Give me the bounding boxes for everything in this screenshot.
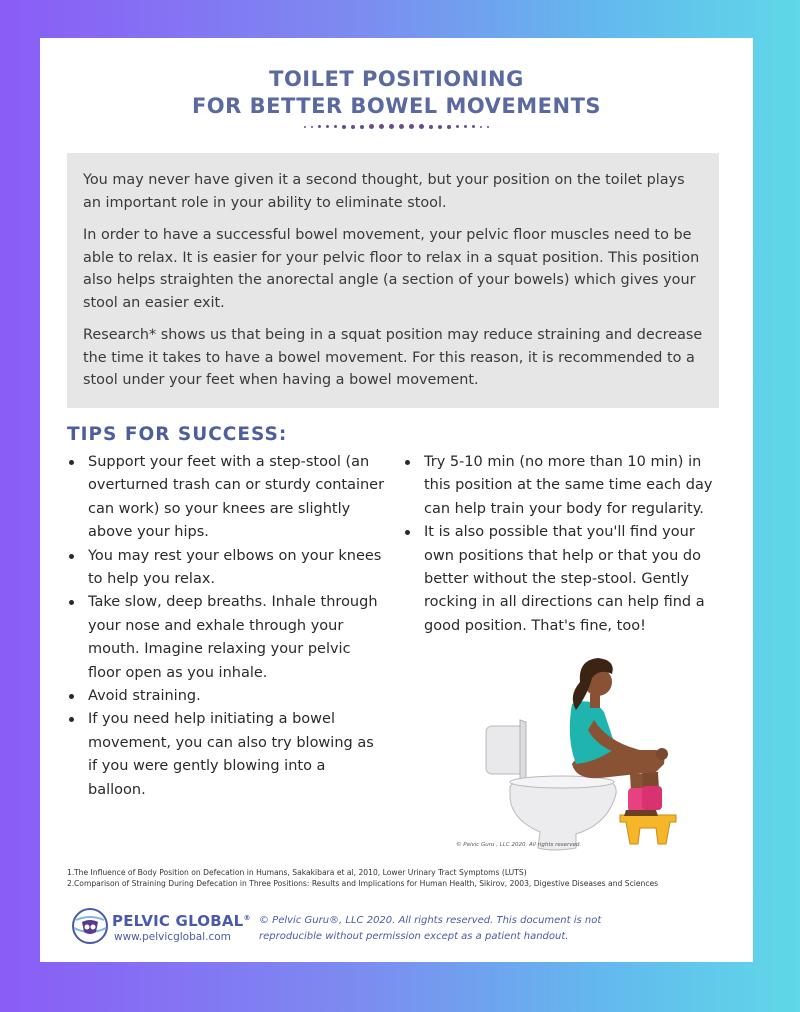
reference-text: The Influence of Body Position on Defecation in Humans, Sakakibara et al, 2010, Lower Urinary Tract Symptoms (LUTS)	[74, 868, 527, 877]
reference-number: 2.	[67, 878, 75, 888]
reference-text: Comparison of Straining During Defecation in Three Positions: Results and Implications for Human Health, Sikirov, 2003, Digestive Diseases and Sciences	[74, 878, 659, 888]
logo-name: PELVIC GLOBAL	[112, 912, 244, 930]
copyright-notice: © Pelvic Guru®, LLC 2020. All rights reserved. This document is not reproducible without permission except as a patient handout.	[259, 915, 602, 942]
intro-box	[67, 153, 719, 408]
list-item: Take slow, deep breaths. Inhale through your nose and exhale through your mouth. Imagine relaxing your pelvic floor open as you inhale.	[67, 591, 387, 685]
list-item: It is also possible that you'll find your own positions that help or that you do better without the step-stool. Gently rocking in all directions can help find a good position. That's fine, too!	[403, 521, 715, 638]
tips-list-right	[403, 451, 715, 638]
intro-paragraph-1: You may never have given it a second thought, but your position on the toilet plays an important role in your ability to eliminate stool.	[83, 172, 685, 211]
intro-paragraph-3: Research* shows us that being in a squat position may reduce straining and decrease the time it takes to have a bowel movement. For this reason, it is recommended to a stool under your feet when having a bowel movement.	[83, 327, 703, 388]
list-item: If you need help initiating a bowel movement, you can also try blowing as if you were gently blowing into a balloon.	[67, 708, 387, 802]
illustration-caption: © Pelvic Guru , LLC 2020. All rights reserved.	[456, 842, 582, 848]
logo-url: www.pelvicglobal.com	[114, 931, 231, 943]
list-item: You may rest your elbows on your knees to help you relax.	[67, 545, 387, 592]
reference-number: 1.	[67, 868, 75, 877]
reference-item	[67, 868, 727, 879]
logo-registered-mark: ®	[243, 914, 251, 922]
handout-page	[40, 38, 753, 962]
person-on-toilet-illustration	[480, 638, 720, 856]
list-item: Try 5-10 min (no more than 10 min) in this position at the same time each day can help train your body for regularity.	[403, 451, 715, 521]
tips-heading: TIPS FOR SUCCESS:	[67, 424, 288, 445]
tips-list-left	[67, 451, 387, 802]
page-title-line-2: FOR BETTER BOWEL MOVEMENTS	[191, 94, 602, 118]
pelvic-global-logo-icon	[68, 906, 114, 946]
page-title-line-1: TOILET POSITIONING	[269, 67, 524, 91]
intro-paragraph-2: In order to have a successful bowel movement, your pelvic floor muscles need to be able to relax. It is easier for your pelvic floor to relax in a squat position. This position also helps straighten the anorectal angle (a section of your bowels) which gives your stool an easier exit.	[83, 227, 700, 311]
logo-wordmark	[112, 912, 251, 930]
reference-item	[67, 879, 727, 890]
list-item: Avoid straining.	[67, 685, 387, 708]
references-list	[67, 868, 727, 889]
list-item: Support your feet with a step-stool (an overturned trash can or sturdy container can work) so your knees are slightly above your hips.	[67, 451, 387, 545]
title-dot-divider	[40, 124, 753, 129]
